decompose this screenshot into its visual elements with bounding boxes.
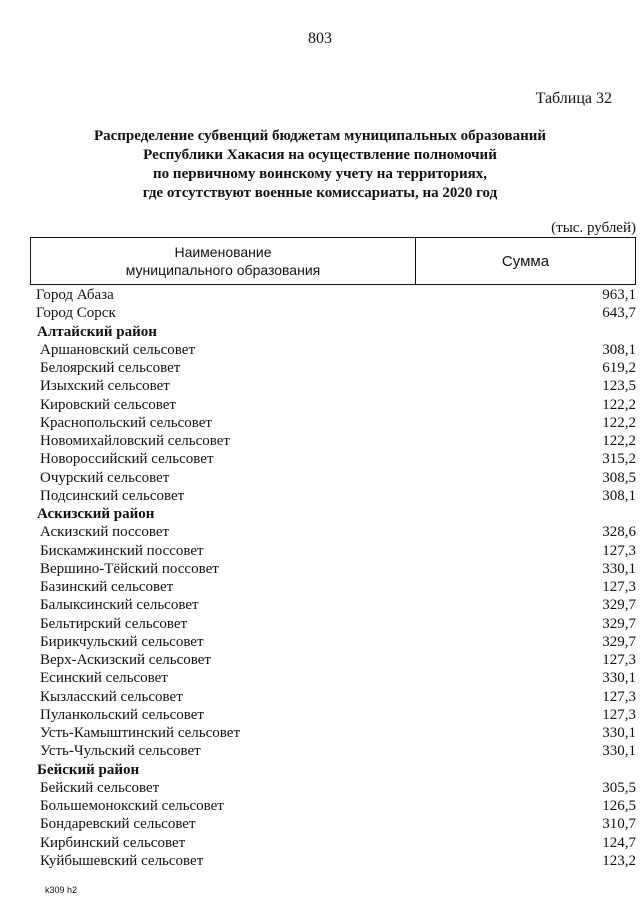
amount-value: 308,1 <box>602 341 636 358</box>
municipality-name: Новороссийский сельсовет <box>40 451 214 468</box>
amount-value: 305,5 <box>602 779 636 796</box>
amount-value: 127,3 <box>602 652 636 668</box>
municipality-name: Балыксинский сельсовет <box>40 597 199 614</box>
table-row <box>0 286 640 304</box>
header-name-line2: муниципального образования <box>125 262 321 278</box>
municipality-name: Бельтирский сельсовет <box>40 615 188 632</box>
table-row <box>0 852 640 870</box>
table-row <box>0 742 640 760</box>
amount-value: 315,2 <box>602 451 636 468</box>
title-line: Республики Хакасия на осуществление полномочий <box>143 147 497 163</box>
district-row <box>0 505 640 523</box>
municipality-name: Пуланкольский сельсовет <box>40 706 204 723</box>
amount-value: 122,2 <box>602 414 636 431</box>
table-row <box>0 450 640 468</box>
table-row <box>0 377 640 395</box>
amount-value: 330,1 <box>602 725 636 741</box>
amount-value: 123,5 <box>602 378 636 395</box>
table-row <box>0 432 640 450</box>
municipality-name: Бискамжинский поссовет <box>40 542 204 559</box>
table-row <box>0 414 640 432</box>
table-row <box>0 651 640 669</box>
municipality-name: Усть-Камыштинский сельсовет <box>40 725 241 741</box>
amount-value: 329,7 <box>602 633 636 650</box>
title-line: Распределение субвенций бюджетам муниципальных образований <box>93 128 547 144</box>
header-name-cell <box>31 238 416 284</box>
amount-value: 124,7 <box>602 834 636 851</box>
title-line: где отсутствуют военные комиссариаты, на 2020 год <box>142 185 498 201</box>
municipality-name: Аскизский поссовет <box>40 524 170 541</box>
amount-value: 329,7 <box>602 615 636 632</box>
municipality-name: Базинский сельсовет <box>40 579 174 595</box>
table-row <box>0 341 640 359</box>
district-name: Алтайский район <box>37 323 157 340</box>
amount-value: 126,5 <box>602 798 636 814</box>
footer-code: k309 h2 <box>45 885 78 895</box>
table-row <box>0 304 640 322</box>
table-row <box>0 797 640 815</box>
municipality-name: Верх-Аскизский сельсовет <box>40 652 211 668</box>
municipality-name: Бирикчульский сельсовет <box>40 633 204 650</box>
amount-value: 308,5 <box>602 469 636 486</box>
municipality-name: Есинский сельсовет <box>40 670 168 687</box>
municipality-name: Кызласский сельсовет <box>40 688 183 705</box>
table-row <box>0 487 640 505</box>
page-number: 803 <box>308 30 332 47</box>
table-row <box>0 578 640 596</box>
municipality-name: Вершино-Тёйский поссовет <box>40 560 219 577</box>
amount-value: 127,3 <box>602 579 636 595</box>
table-number: Таблица 32 <box>535 90 612 107</box>
table-header <box>30 237 636 285</box>
district-row <box>0 761 640 779</box>
amount-value: 122,2 <box>602 396 636 413</box>
municipality-name: Бондаревский сельсовет <box>40 816 196 833</box>
amount-value: 123,2 <box>602 852 636 869</box>
table-row <box>0 834 640 852</box>
amount-value: 127,3 <box>602 688 636 705</box>
amount-value: 643,7 <box>602 305 636 322</box>
district-row <box>0 323 640 341</box>
municipality-name: Город Сорск <box>36 305 116 322</box>
municipality-name: Белоярский сельсовет <box>40 360 181 376</box>
amount-value: 308,1 <box>602 487 636 504</box>
amount-value: 963,1 <box>602 287 636 303</box>
table-row <box>0 542 640 560</box>
header-name-line1: Наименование <box>174 244 272 260</box>
district-name: Бейский район <box>37 761 140 778</box>
table-row <box>0 633 640 651</box>
table-row <box>0 615 640 633</box>
amount-value: 310,7 <box>602 816 636 833</box>
municipality-name: Большемонокский сельсовет <box>40 798 224 814</box>
table-row <box>0 669 640 687</box>
amount-value: 330,1 <box>602 743 636 760</box>
table-row <box>0 359 640 377</box>
table-row <box>0 688 640 706</box>
table-title <box>20 127 620 203</box>
municipality-name: Изыхский сельсовет <box>40 378 170 395</box>
amount-value: 122,2 <box>602 433 636 449</box>
table-row <box>0 706 640 724</box>
table-body <box>0 286 640 870</box>
amount-value: 330,1 <box>602 560 636 577</box>
amount-value: 330,1 <box>602 670 636 687</box>
amount-value: 127,3 <box>602 542 636 559</box>
amount-value: 127,3 <box>602 706 636 723</box>
municipality-name: Кирбинский сельсовет <box>40 834 186 851</box>
table-row <box>0 596 640 614</box>
municipality-name: Аршановский сельсовет <box>40 341 196 358</box>
municipality-name: Подсинский сельсовет <box>40 487 185 504</box>
municipality-name: Кировский сельсовет <box>40 396 176 413</box>
table-row <box>0 469 640 487</box>
table-row <box>0 396 640 414</box>
units-label: (тыс. рублей) <box>551 220 636 236</box>
municipality-name: Куйбышевский сельсовет <box>40 852 204 869</box>
amount-value: 328,6 <box>602 524 636 541</box>
municipality-name: Город Абаза <box>36 287 114 303</box>
municipality-name: Новомихайловский сельсовет <box>40 433 230 449</box>
municipality-name: Очурский сельсовет <box>40 469 170 486</box>
district-name: Аскизский район <box>37 506 155 522</box>
table-row <box>0 779 640 797</box>
amount-value: 329,7 <box>602 597 636 614</box>
header-sum-cell: Сумма <box>501 252 550 270</box>
table-row <box>0 815 640 833</box>
table-row <box>0 523 640 541</box>
title-line: по первичному воинскому учету на территориях, <box>153 166 487 182</box>
table-row <box>0 724 640 742</box>
municipality-name: Бейский сельсовет <box>40 779 160 796</box>
amount-value: 619,2 <box>602 360 636 376</box>
municipality-name: Краснопольский сельсовет <box>40 414 212 431</box>
municipality-name: Усть-Чульский сельсовет <box>40 743 201 760</box>
table-row <box>0 560 640 578</box>
